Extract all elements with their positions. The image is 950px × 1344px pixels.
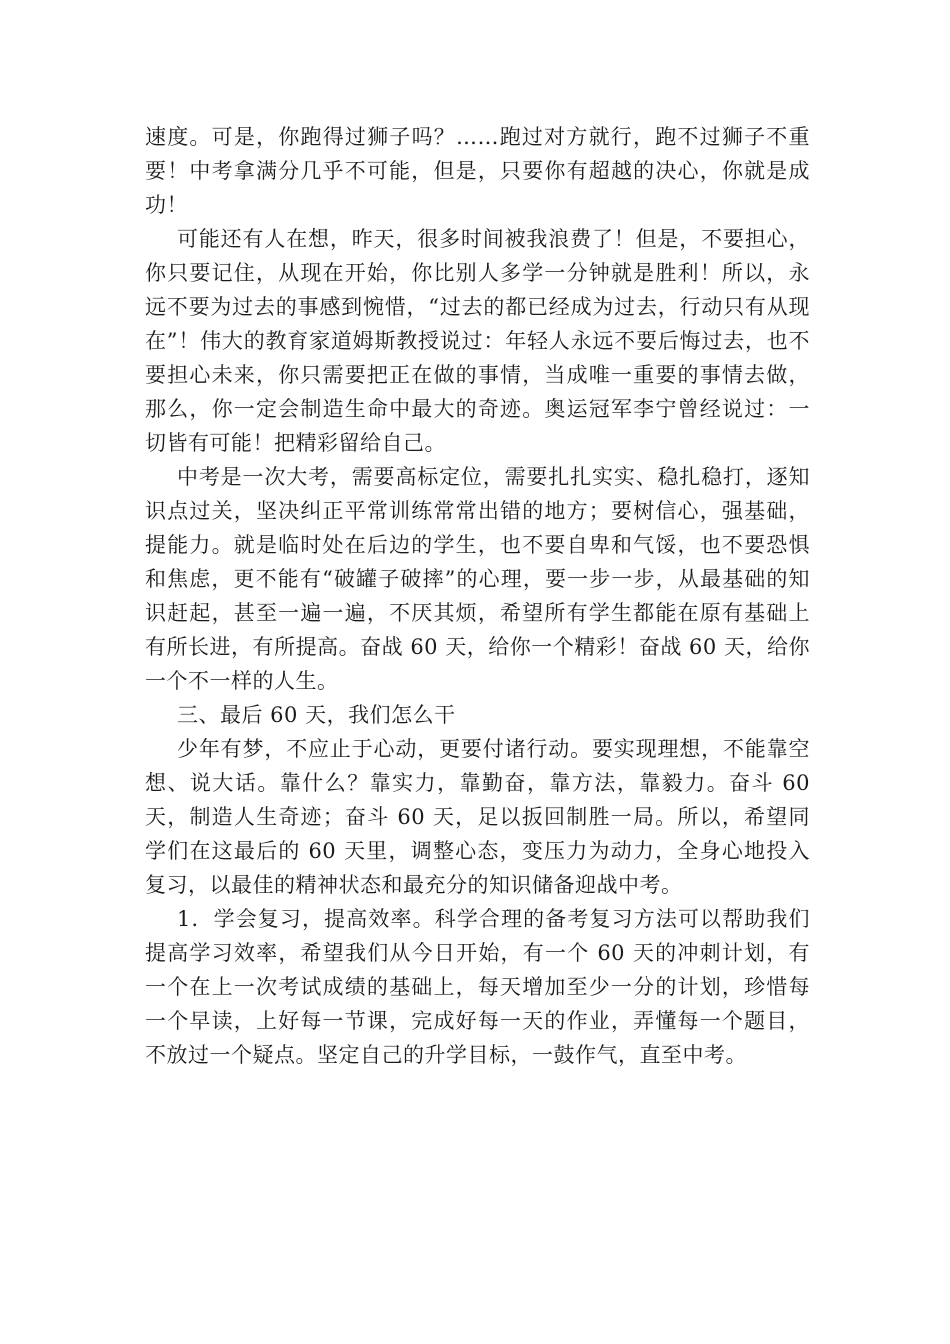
paragraph-review-efficiency: 1．学会复习，提高效率。科学合理的备考复习方法可以帮助我们提高学习效率，希望我们从今日开始，有一个 60 天的冲刺计划，有一个在上一次考试成绩的基础上，每天增加至少一分的计划，珍惜每一个早读，上好每一节课，完成好每一天的作业，弄懂每一个题目，不放过一个疑点。坚定自己的升学目标，一鼓作气，直至中考。	[145, 907, 810, 1067]
paragraph-past-regret: 可能还有人在想，昨天，很多时间被我浪费了！但是，不要担心，你只要记住，从现在开始，你比别人多学一分钟就是胜利！所以，永远不要为过去的事感到惋惜，“过去的都已经成为过去，行动只有从现在”！伟大的教育家道姆斯教授说过：年轻人永远不要后悔过去，也不要担心未来，你只需要把正在做的事情，当成唯一重要的事情去做，那么，你一定会制造生命中最大的奇迹。奥运冠军李宁曾经说过：一切皆有可能！把精彩留给自己。	[145, 227, 810, 455]
document-body	[145, 120, 810, 1072]
section-heading: 三、最后 60 天，我们怎么干	[177, 703, 456, 727]
paragraph-continuation: 速度。可是，你跑得过狮子吗？……跑过对方就行，跑不过狮子不重要！中考拿满分几乎不可能，但是，只要你有超越的决心，你就是成功！	[145, 125, 810, 217]
paragraph-exam-positioning: 中考是一次大考，需要高标定位，需要扎扎实实、稳扎稳打，逐知识点过关，坚决纠正平常训练常常出错的地方；要树信心，强基础，提能力。就是临时处在后边的学生，也不要自卑和气馁，也不要恐惧和焦虑，更不能有“破罐子破摔”的心理，要一步一步，从最基础的知识赶起，甚至一遍一遍，不厌其烦，希望所有学生都能在原有基础上有所长进，有所提高。奋战 60 天，给你一个精彩！奋战 60 天，给你一个不一样的人生。	[145, 465, 810, 693]
paragraph-dream-action: 少年有梦，不应止于心动，更要付诸行动。要实现理想，不能靠空想、说大话。靠什么？靠实力，靠勤奋，靠方法，靠毅力。奋斗 60 天，制造人生奇迹；奋斗 60 天，足以扳回制胜一局。所以，希望同学们在这最后的 60 天里，调整心态，变压力为动力，全身心地投入复习，以最佳的精神状态和最充分的知识储备迎战中考。	[145, 737, 810, 897]
